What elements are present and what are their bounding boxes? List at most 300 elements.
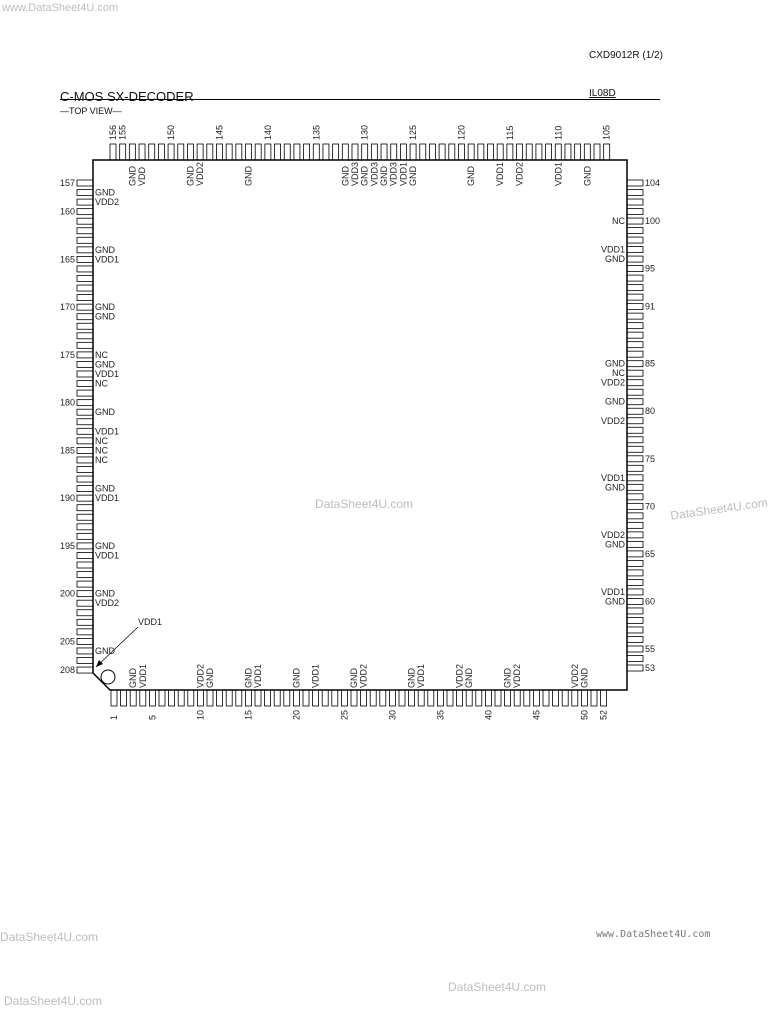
pin-77 <box>627 437 643 443</box>
pin-135 <box>313 144 319 160</box>
pin-37 <box>457 690 463 706</box>
pin-number-label: 50 <box>579 709 590 720</box>
watermark-right: DataSheet4U.com <box>669 495 769 523</box>
pin-number-label: 30 <box>387 709 398 720</box>
pin-number-label: 53 <box>645 663 656 674</box>
pin-86 <box>627 351 643 357</box>
pin-56 <box>627 636 643 642</box>
pin-number-label: 115 <box>504 125 515 140</box>
pin-138 <box>284 144 290 160</box>
pin-99 <box>627 228 643 234</box>
pin-signal-label: GND <box>95 540 115 551</box>
pin-17 <box>265 690 271 706</box>
pin-31 <box>399 690 405 706</box>
pin-number-label: 91 <box>645 301 656 312</box>
pin-signal-label: VDD1 <box>553 161 564 186</box>
pin-signal-label: VDD2 <box>454 663 465 688</box>
pin-170 <box>77 304 93 310</box>
pin-82 <box>627 389 643 395</box>
pin-164 <box>77 247 93 253</box>
pin-number-label: 100 <box>645 216 661 227</box>
pin-number-label: 75 <box>645 453 656 464</box>
pin-signal-label: VDD2 <box>569 663 580 688</box>
pin-signal-label: GND <box>379 166 390 186</box>
pin-81 <box>627 399 643 405</box>
pin-193 <box>77 524 93 530</box>
pin-111 <box>546 144 552 160</box>
pin-43 <box>514 690 520 706</box>
pin-52 <box>601 690 607 706</box>
pin-39 <box>476 690 482 706</box>
pin-121 <box>449 144 455 160</box>
pin-87 <box>627 342 643 348</box>
pin-27 <box>361 690 367 706</box>
pin-154 <box>129 144 135 160</box>
pin-51 <box>591 690 597 706</box>
pin-67 <box>627 532 643 538</box>
pin-92 <box>627 294 643 300</box>
pin-180 <box>77 400 93 406</box>
pin-11 <box>207 690 213 706</box>
pin-205 <box>77 638 93 644</box>
pin-number-label: 45 <box>531 709 542 720</box>
pin-number-label: 15 <box>243 709 254 720</box>
pin-32 <box>409 690 415 706</box>
pin-14 <box>236 690 242 706</box>
pin-number-label: 156 <box>108 124 118 140</box>
pin-192 <box>77 514 93 520</box>
pin-signal-label: GND <box>349 668 359 688</box>
pin-65 <box>627 551 643 557</box>
pin-number-label: 190 <box>59 493 75 504</box>
pin-183 <box>77 428 93 434</box>
pin-signal-label: GND <box>95 187 115 198</box>
pin-signal-label: VDD2 <box>514 161 525 186</box>
pin-64 <box>627 560 643 566</box>
pin-169 <box>77 295 93 301</box>
pin-29 <box>380 690 386 706</box>
watermark-bottom-left: DataSheet4U.com <box>0 930 99 944</box>
pin-48 <box>562 690 568 706</box>
pin-125 <box>410 144 416 160</box>
pin-187 <box>77 467 93 473</box>
pin-53 <box>627 665 643 671</box>
watermark-center: DataSheet4U.com <box>315 497 414 511</box>
pin-22 <box>313 690 319 706</box>
pin-number-label: 52 <box>598 709 609 720</box>
pin-number-label: 40 <box>483 709 494 720</box>
pin-signal-label: VDD2 <box>600 377 625 388</box>
pin-109 <box>565 144 571 160</box>
pin-47 <box>553 690 559 706</box>
pin-63 <box>627 570 643 576</box>
pin-50 <box>581 690 587 706</box>
pin-18 <box>274 690 280 706</box>
pin-number-label: 195 <box>59 540 75 551</box>
pin-number-label: 140 <box>262 124 273 140</box>
pin-number-label: 157 <box>59 178 75 188</box>
pin-95 <box>627 266 643 272</box>
pin-115 <box>507 144 513 160</box>
pin-68 <box>627 522 643 528</box>
pin-161 <box>77 218 93 224</box>
pin-85 <box>627 361 643 367</box>
pin-123 <box>429 144 435 160</box>
pin-208 <box>77 667 93 673</box>
pin-206 <box>77 648 93 654</box>
pin-number-label: 165 <box>59 254 75 265</box>
pin-signal-label: GND <box>502 668 513 688</box>
pin-signal-label: NC <box>612 216 625 227</box>
pin-number-label: 80 <box>645 406 656 417</box>
pin-signal-label: GND <box>605 482 625 493</box>
pin-124 <box>420 144 426 160</box>
pin-83 <box>627 380 643 386</box>
pin-140 <box>265 144 271 160</box>
pin-signal-label: GND <box>95 483 115 494</box>
pin-142 <box>246 144 252 160</box>
pin-number-label: 145 <box>214 124 225 140</box>
pin-signal-label: VDD1 <box>95 493 120 504</box>
pin-60 <box>627 598 643 604</box>
pin-84 <box>627 370 643 376</box>
pin-number-label: 135 <box>311 124 322 140</box>
pin-signal-label: VDD1 <box>398 161 409 186</box>
pin-signal-label: VDD1 <box>495 161 506 186</box>
pin-168 <box>77 285 93 291</box>
pin-45 <box>533 690 539 706</box>
pin-signal-label: VDD1 <box>310 663 321 688</box>
pin-57 <box>627 627 643 633</box>
pin-number-label: 60 <box>645 596 656 607</box>
pin-signal-label: NC <box>95 378 108 389</box>
pin-signal-label: NC <box>612 368 625 379</box>
pin-110 <box>555 144 561 160</box>
pin-signal-label: VDD1 <box>95 426 120 437</box>
pin-49 <box>572 690 578 706</box>
pin-number-label: 130 <box>359 124 370 140</box>
pin-76 <box>627 446 643 452</box>
pin-signal-label: VDD1 <box>600 586 625 597</box>
pin-30 <box>389 690 395 706</box>
pin-130 <box>362 144 368 160</box>
pin-19 <box>284 690 290 706</box>
pin-88 <box>627 332 643 338</box>
pin-101 <box>627 209 643 215</box>
pin-171 <box>77 314 93 320</box>
pin-177 <box>77 371 93 377</box>
pin-number-label: 175 <box>59 349 75 360</box>
pin-145 <box>216 144 222 160</box>
pin-75 <box>627 456 643 462</box>
pin-signal-label: NC <box>95 435 108 446</box>
pin-signal-label: GND <box>605 358 625 369</box>
pin-signal-label: VDD <box>137 166 148 186</box>
pin-97 <box>627 247 643 253</box>
pin-signal-label: NC <box>95 445 108 456</box>
pin-23 <box>322 690 328 706</box>
pin-116 <box>497 144 503 160</box>
pin-number-label: 20 <box>291 709 302 720</box>
pin-179 <box>77 390 93 396</box>
pin-66 <box>627 541 643 547</box>
pin-number-label: 170 <box>59 302 75 313</box>
pin-70 <box>627 503 643 509</box>
pin-26 <box>351 690 357 706</box>
pin-40 <box>485 690 491 706</box>
pin-197 <box>77 562 93 568</box>
pin-signal-label: GND <box>95 407 115 418</box>
pin-167 <box>77 276 93 282</box>
pin-signal-label: GND <box>605 596 625 607</box>
pin-signal-label: VDD2 <box>358 663 369 688</box>
pin-28 <box>370 690 376 706</box>
pin-195 <box>77 543 93 549</box>
pin-176 <box>77 361 93 367</box>
pin-91 <box>627 304 643 310</box>
pin-signal-label: VDD1 <box>416 663 427 688</box>
pin-13 <box>226 690 232 706</box>
pin-190 <box>77 495 93 501</box>
pin-signal-label: GND <box>605 539 625 550</box>
pin-number-label: 35 <box>435 709 446 720</box>
pin-188 <box>77 476 93 482</box>
pin-160 <box>77 209 93 215</box>
pin-number-label: 65 <box>645 548 656 559</box>
pin-181 <box>77 409 93 415</box>
pin-7 <box>169 690 175 706</box>
pin-number-label: 185 <box>59 445 75 456</box>
pin-signal-label: VDD1 <box>95 369 120 379</box>
pin-98 <box>627 237 643 243</box>
pin-191 <box>77 505 93 511</box>
pin-128 <box>381 144 387 160</box>
pin-108 <box>575 144 581 160</box>
pin-175 <box>77 352 93 358</box>
pin-162 <box>77 228 93 234</box>
pin-number-label: 155 <box>117 124 128 140</box>
pin-139 <box>275 144 281 160</box>
pin-149 <box>178 144 184 160</box>
pin-105 <box>604 144 610 160</box>
pin-203 <box>77 619 93 625</box>
pin-9 <box>188 690 194 706</box>
pin-69 <box>627 513 643 519</box>
pin-36 <box>447 690 453 706</box>
pin-signal-label: GND <box>95 302 115 313</box>
pin-189 <box>77 486 93 492</box>
pin-129 <box>371 144 377 160</box>
pin-number-label: 10 <box>195 709 206 720</box>
pin-5 <box>149 690 155 706</box>
pin-signal-label: GND <box>95 359 115 370</box>
pin-159 <box>77 199 93 205</box>
pin-signal-label: GND <box>95 588 115 599</box>
pin-25 <box>341 690 347 706</box>
pin-151 <box>158 144 164 160</box>
pin-137 <box>294 144 300 160</box>
pin-signal-label: VDD2 <box>600 529 625 540</box>
pin-signal-label: GND <box>406 668 417 688</box>
pin-147 <box>197 144 203 160</box>
pin-signal-label: GND <box>605 254 625 265</box>
pin-144 <box>226 144 232 160</box>
pin-42 <box>505 690 511 706</box>
chip-body <box>93 160 627 690</box>
pin-signal-label: VDD1 <box>600 472 625 483</box>
pin-44 <box>524 690 530 706</box>
pin-96 <box>627 256 643 262</box>
pin-8 <box>178 690 184 706</box>
pin-1 <box>111 690 117 706</box>
pin-signal-label: VDD3 <box>369 161 380 186</box>
pin-182 <box>77 419 93 425</box>
pin-104 <box>627 180 643 186</box>
pin-155 <box>120 144 126 160</box>
pin-signal-label: VDD2 <box>512 663 523 688</box>
pin-number-label: 70 <box>645 501 656 512</box>
pin-106 <box>594 144 600 160</box>
pin-number-label: 55 <box>645 643 656 654</box>
part-number: CXD9012R (1/2) <box>589 50 663 61</box>
pin-134 <box>323 144 329 160</box>
pin-signal-label: GND <box>464 668 475 688</box>
pin-71 <box>627 494 643 500</box>
pin-150 <box>168 144 174 160</box>
pin-number-label: 25 <box>339 709 350 720</box>
pin-78 <box>627 427 643 433</box>
pin-signal-label: VDD1 <box>95 550 120 561</box>
pin-185 <box>77 447 93 453</box>
pin-94 <box>627 275 643 281</box>
pin-33 <box>418 690 424 706</box>
pin-10 <box>197 690 203 706</box>
pin-200 <box>77 591 93 597</box>
pin-signal-label: VDD2 <box>195 663 206 688</box>
pin-157 <box>77 180 93 186</box>
pin-114 <box>517 144 523 160</box>
pin1-callout-label: VDD1 <box>138 617 163 627</box>
pin-119 <box>468 144 474 160</box>
pin-186 <box>77 457 93 463</box>
pin-172 <box>77 323 93 329</box>
pin-59 <box>627 608 643 614</box>
document-code: IL08D <box>589 88 616 99</box>
pin-118 <box>478 144 484 160</box>
pin-178 <box>77 381 93 387</box>
watermark-top: www.DataSheet4U.com <box>2 2 119 14</box>
pin-number-label: 205 <box>59 636 75 647</box>
pin-34 <box>428 690 434 706</box>
pin-4 <box>140 690 146 706</box>
pin-signal-label: GND <box>291 668 302 688</box>
pin-143 <box>236 144 242 160</box>
pin-signal-label: VDD1 <box>253 663 263 688</box>
pin-107 <box>584 144 590 160</box>
pin-signal-label: GND <box>243 668 254 688</box>
pin-80 <box>627 408 643 414</box>
pin-12 <box>217 690 223 706</box>
pin-133 <box>333 144 339 160</box>
pin-194 <box>77 533 93 539</box>
pin-signal-label: VDD3 <box>388 161 399 186</box>
pin-73 <box>627 475 643 481</box>
pin-54 <box>627 656 643 662</box>
pin-152 <box>149 144 155 160</box>
pin-signal-label: GND <box>95 244 115 255</box>
pin-signal-label: GND <box>243 165 254 186</box>
pin-61 <box>627 589 643 595</box>
pin-number-label: 105 <box>601 124 612 140</box>
pin-signal-label: VDD2 <box>95 598 120 609</box>
pin-signal-label: GND <box>579 668 590 688</box>
page-title: C-MOS SX-DECODER <box>60 89 194 104</box>
pin-90 <box>627 313 643 319</box>
pin-126 <box>400 144 406 160</box>
watermark-bottom-center: DataSheet4U.com <box>448 980 547 994</box>
pin-signal-label: VDD1 <box>137 663 148 688</box>
pin-signal-label: GND <box>95 645 115 656</box>
pin-163 <box>77 237 93 243</box>
pin-signal-label: VDD3 <box>350 161 360 186</box>
pin-100 <box>627 218 643 224</box>
pin-6 <box>159 690 165 706</box>
pin-signal-label: GND <box>605 396 625 407</box>
pin-signal-label: GND <box>128 668 139 688</box>
pin-198 <box>77 572 93 578</box>
pin-120 <box>458 144 464 160</box>
pin-number-label: 120 <box>456 124 467 140</box>
pin-signal-label: VDD2 <box>195 161 206 186</box>
pin-89 <box>627 323 643 329</box>
pin-153 <box>139 144 145 160</box>
pin-number-label: 5 <box>147 714 158 720</box>
pin-signal-label: GND <box>408 166 419 186</box>
pin-173 <box>77 333 93 339</box>
pin-148 <box>187 144 193 160</box>
pin-number-label: 95 <box>645 263 656 274</box>
pin-196 <box>77 552 93 558</box>
pin-signal-label: GND <box>359 166 370 186</box>
pin-number-label: 208 <box>59 665 75 676</box>
pin-number-label: 125 <box>408 124 419 140</box>
watermark-bottom-right: www.DataSheet4U.com <box>596 929 711 940</box>
pin-signal-label: NC <box>95 349 108 360</box>
pin-74 <box>627 465 643 471</box>
pin-112 <box>536 144 542 160</box>
pin-207 <box>77 658 93 664</box>
pin-35 <box>437 690 443 706</box>
watermark-bottom-left-2: DataSheet4U.com <box>4 994 103 1008</box>
pin-72 <box>627 484 643 490</box>
pin-141 <box>255 144 261 160</box>
pin-signal-label: GND <box>185 166 196 186</box>
pin-79 <box>627 418 643 424</box>
pin-24 <box>332 690 338 706</box>
pin-146 <box>207 144 213 160</box>
pin-38 <box>466 690 472 706</box>
pin-55 <box>627 646 643 652</box>
pin-number-label: 150 <box>166 124 177 140</box>
pin-199 <box>77 581 93 587</box>
pin-204 <box>77 629 93 635</box>
pin-signal-label: GND <box>95 311 115 322</box>
pin-131 <box>352 144 358 160</box>
pin-41 <box>495 690 501 706</box>
pin-156 <box>110 144 116 160</box>
pin-signal-label: GND <box>582 166 593 186</box>
pin-122 <box>439 144 445 160</box>
